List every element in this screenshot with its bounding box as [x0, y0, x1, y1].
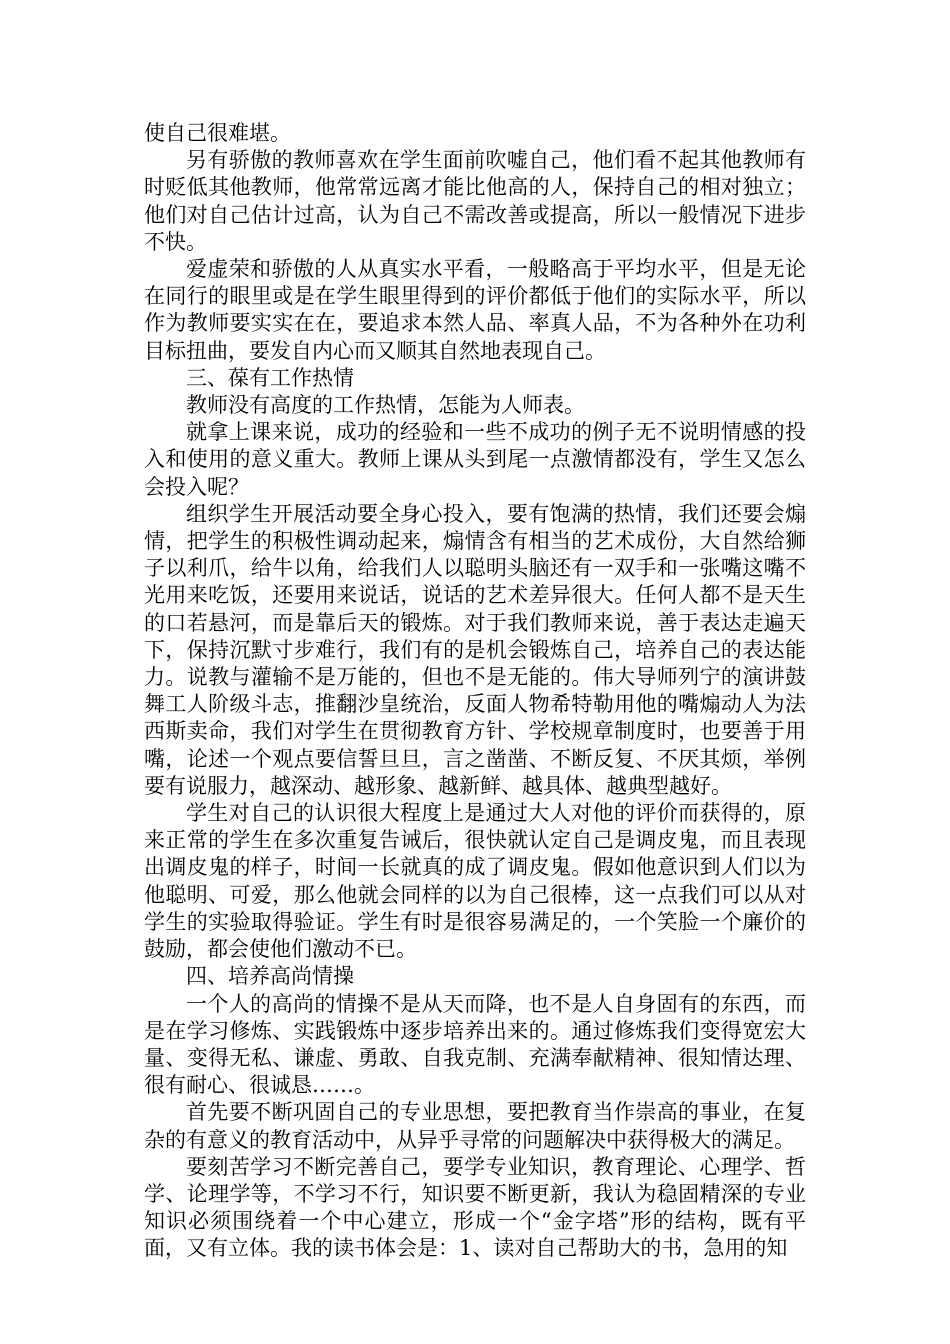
- paragraph: 四、培养高尚情操: [186, 964, 354, 989]
- paragraph: 学生对自己的认识很大程度上是通过大人对他的评价而获得的，原来正常的学生在多次重复告诫后，很快就认定自己是调皮鬼，而且表现出调皮鬼的样子，时间一长就真的成了调皮鬼。假如他意识到人们以为他聪明、可爱，那么他就会同样的以为自己很棒，这一点我们可以从对学生的实验取得验证。学生有时是很容易满足的，一个笑脸一个廉价的鼓励，都会使他们激动不已。: [144, 801, 806, 962]
- paragraph: 教师没有高度的工作热情，怎能为人师表。: [186, 393, 585, 418]
- paragraph: 爱虚荣和骄傲的人从真实水平看，一般略高于平均水平，但是无论在同行的眼里或是在学生眼里得到的评价都低于他们的实际水平，所以作为教师要实实在在，要追求本然人品、率真人品，不为各种外在功利目标扭曲，要发自内心而又顺其自然地表现自己。: [144, 257, 806, 363]
- paragraph: 就拿上课来说，成功的经验和一些不成功的例子无不说明情感的投入和使用的意义重大。教师上课从头到尾一点激情都没有，学生又怎么会投入呢？: [144, 420, 806, 499]
- paragraph: 组织学生开展活动要全身心投入，要有饱满的热情，我们还要会煽情，把学生的积极性调动起来，煽情含有相当的艺术成份，大自然给狮子以利爪，给牛以角，给我们人以聪明头脑还有一双手和一张嘴这嘴不光用来吃饭，还要用来说话，说话的艺术差异很大。任何人都不是天生的口若悬河，而是靠后天的锻炼。对于我们教师来说，善于表达走遍天下，保持沉默寸步难行，我们有的是机会锻炼自己，培养自己的表达能力。说教与灌输不是万能的，但也不是无能的。伟大导师列宁的演讲鼓舞工人阶级斗志，推翻沙皇统治，反面人物希特勒用他的嘴煽动人为法西斯卖命，我们对学生在贯彻教育方针、学校规章制度时，也要善于用嘴，论述一个观点要信誓旦旦，言之凿凿、不断反复、不厌其烦，举例要有说服力，越深动、越形象、越新鲜、越具体、越典型越好。: [144, 501, 806, 798]
- paragraph: 使自己很难堪。: [144, 121, 291, 145]
- paragraph: 一个人的高尚的情操不是从天而降，也不是人自身固有的东西，而是在学习修炼、实践锻炼中逐步培养出来的。通过修炼我们变得宽宏大量、变得无私、谦虚、勇敢、自我克制、充满奉献精神、很知情达理、很有耐心、很诚恳……。: [144, 991, 806, 1098]
- paragraph: 要刻苦学习不断完善自己，要学专业知识，教育理论、心理学、哲学、论理学等，不学习不行，知识要不断更新，我认为稳固精深的专业知识必须围绕着一个中心建立，形成一个“金字塔”形的结构，既有平面，又有立体。我的读书体会是：1、读对自己帮助大的书，急用的知: [144, 1154, 806, 1261]
- paragraph: 三、葆有工作热情: [186, 365, 354, 390]
- paragraph: 另有骄傲的教师喜欢在学生面前吹嘘自己，他们看不起其他教师有时贬低其他教师，他常常远离才能比他高的人，保持自己的相对独立；他们对自己估计过高，认为自己不需改善或提高，所以一般情况下进步不快。: [144, 148, 806, 254]
- paragraph: 首先要不断巩固自己的专业思想，要把教育当作崇高的事业，在复杂的有意义的教育活动中，从异乎寻常的问题解决中获得极大的满足。: [144, 1100, 806, 1152]
- document-body: [144, 120, 806, 1263]
